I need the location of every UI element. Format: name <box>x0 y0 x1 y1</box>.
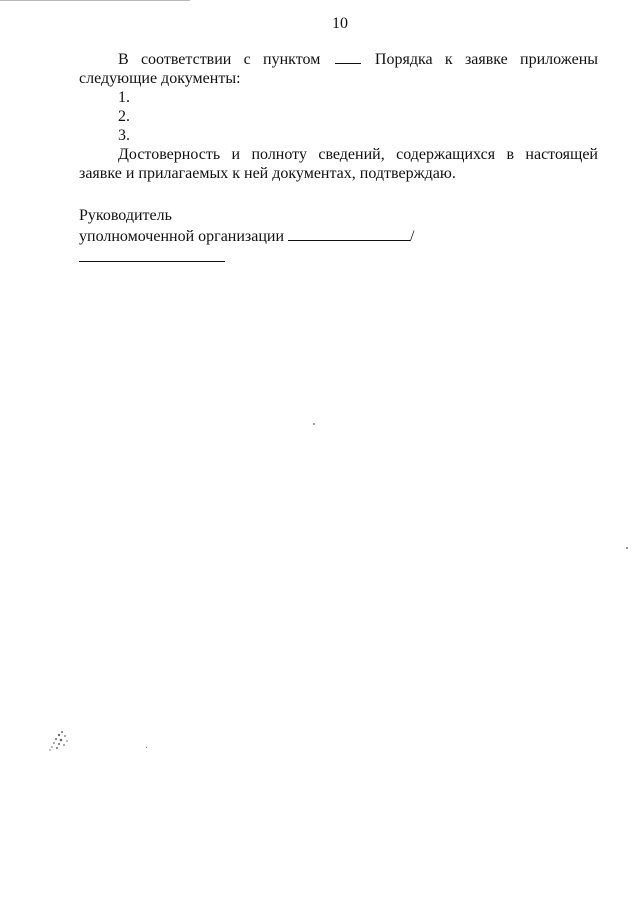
attachments-intro-text-start: В соответствии с пунктом <box>118 51 321 68</box>
signature-field <box>288 226 410 241</box>
attachments-list <box>79 88 598 145</box>
name-field <box>79 247 225 262</box>
scan-speck <box>146 747 147 748</box>
signatory-title: Руководитель <box>79 207 172 224</box>
scan-edge <box>0 0 190 5</box>
clause-number-blank <box>335 51 361 64</box>
attachments-intro-text-end: Порядка к заявке приложены следующие документы: <box>79 51 599 87</box>
list-item: 3. <box>118 127 130 144</box>
scan-artifact-mark <box>46 728 74 754</box>
scan-speck <box>626 547 628 549</box>
list-item: 1. <box>118 89 130 106</box>
confirmation-paragraph: Достоверность и полноту сведений, содержащихся в настоящей заявке и прилагаемых к ней документах, подтверждаю. <box>79 146 598 182</box>
list-item: 2. <box>118 108 130 125</box>
attachments-intro-paragraph <box>79 50 598 88</box>
signatory-organization-label: уполномоченной организации <box>79 228 285 245</box>
document-body <box>79 50 598 183</box>
page-number: 10 <box>332 15 348 32</box>
signature-separator: / <box>410 228 415 245</box>
scan-speck <box>313 423 315 425</box>
signature-block <box>79 206 559 268</box>
signatory-organization-line <box>79 226 559 268</box>
